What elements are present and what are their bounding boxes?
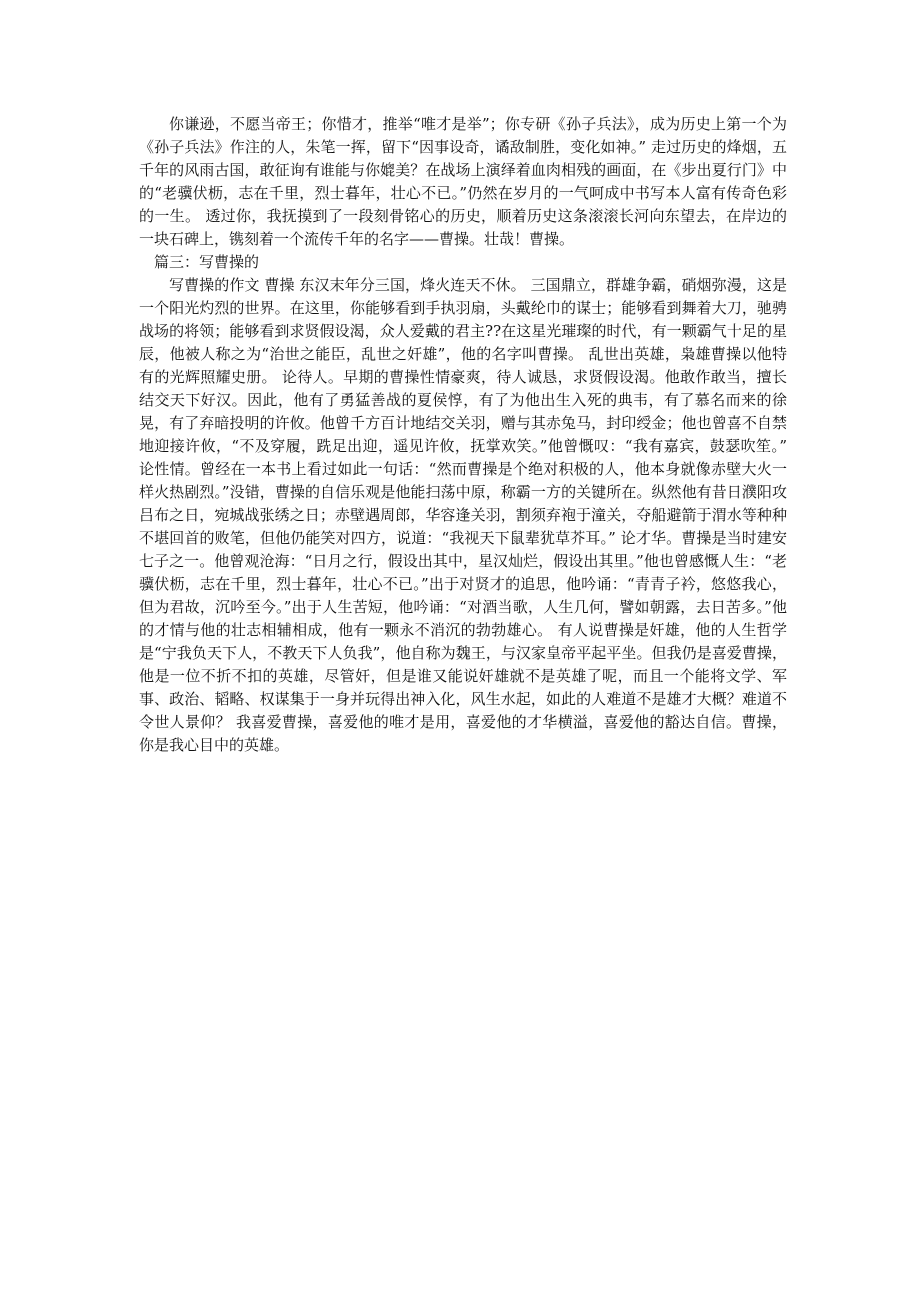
paragraph-intro: 你谦逊，不愿当帝王；你惜才，推举“唯才是举”；你专研《孙子兵法》，成为历史上第一个为《孙子兵法》作注的人，朱笔一挥，留下“因事设奇，谲敌制胜，变化如神。” 走过历史的烽烟，五千年的风雨古国，敢征询有谁能与你媲美？在战场上演绎着血肉相残的画面，在《步出夏行门》中的“老骥伏枥，志在千里，烈士暮年，壮心不已。”仍然在岁月的一气呵成中书写本人富有传奇色彩的一生。 透过你，我抚摸到了一段刻骨铭心的历史，顺着历史这条滚滚长河向东望去，在岸边的一块石碑上，镌刻着一个流传千年的名字——曹操。壮哉！曹操。: [139, 115, 787, 248]
paragraph-essay: 写曹操的作文 曹操 东汉末年分三国，烽火连天不休。 三国鼎立，群雄争霸，硝烟弥漫，这是一个阳光灼烈的世界。在这里，你能够看到手执羽扇，头戴纶巾的谋士；能够看到舞着大刀，驰骋战场的将领；能够看到求贤假设渴，众人爱戴的君主??在这星光璀璨的时代，有一颗霸气十足的星辰，他被人称之为“治世之能臣，乱世之奸雄”，他的名字叫曹操。 乱世出英雄，枭雄曹操以他特有的光辉照耀史册。 论待人。早期的曹操性情豪爽，待人诚恳，求贤假设渴。他敢作敢当，擅长结交天下好汉。因此，他有了勇猛善战的夏侯惇，有了为他出生入死的典韦，有了慕名而来的徐晃，有了弃暗投明的许攸。他曾千方百计地结交关羽，赠与其赤兔马，封印绶金；他也曾喜不自禁地迎接许攸，“不及穿履，跣足出迎，遥见许攸，抚掌欢笑。”他曾慨叹：“我有嘉宾，鼓瑟吹笙。” 论性情。曾经在一本书上看过如此一句话：“然而曹操是个绝对积极的人，他本身就像赤壁大火一样火热剧烈。”没错，曹操的自信乐观是他能扫荡中原，称霸一方的关键所在。纵然他有昔日濮阳攻吕布之日，宛城战张绣之日；赤壁遇周郎，华容逢关羽，割须弃袍于潼关，夺船避箭于渭水等种种不堪回首的败笔，但他仍能笑对四方，说道：“我视天下鼠辈犹草芥耳。” 论才华。曹操是当时建安七子之一。他曾观沧海：“日月之行，假设出其中，星汉灿烂，假设出其里。”他也曾感慨人生：“老骥伏枥，志在千里，烈士暮年，壮心不已。”出于对贤才的追思，他吟诵：“青青子衿，悠悠我心，但为君故，沉吟至今。”出于人生苦短，他吟诵：“对酒当歌，人生几何，譬如朝露，去日苦多。”他的才情与他的壮志相辅相成，他有一颗永不消沉的勃勃雄心。 有人说曹操是奸雄，他的人生哲学是“宁我负天下人，不教天下人负我”，他自称为魏王，与汉家皇帝平起平坐。但我仍是喜爱曹操，他是一位不折不扣的英雄，尽管奸，但是谁又能说奸雄就不是英雄了呢，而且一个能将文学、军事、政治、韬略、权谋集于一身并玩得出神入化，风生水起，如此的人难道不是雄才大概？难道不令世人景仰？ 我喜爱曹操，喜爱他的唯才是用，喜爱他的才华横溢，喜爱他的豁达自信。曹操，你是我心目中的英雄。: [139, 276, 787, 754]
section-heading: 篇三：写曹操的: [154, 253, 260, 271]
article-body: [139, 113, 787, 757]
